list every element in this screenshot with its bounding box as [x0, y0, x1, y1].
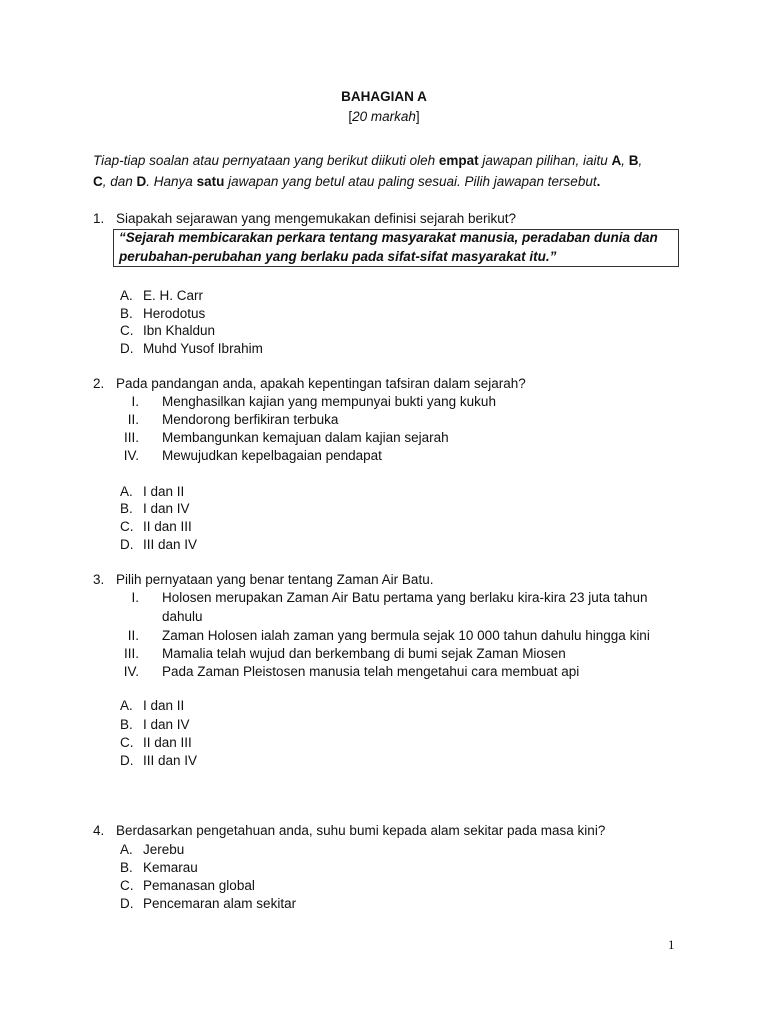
quote-line: “Sejarah membicarakan perkara tentang masyarakat manusia, peradaban dunia dan [119, 230, 658, 245]
statement-text-continued: dahulu [162, 609, 203, 624]
statement-text: Mendorong berfikiran terbuka [162, 412, 339, 427]
option-letter: D. [120, 896, 134, 911]
option-text: III dan IV [143, 753, 198, 768]
option-letter: D. [120, 537, 134, 552]
option-text: Pencemaran alam sekitar [143, 896, 297, 911]
instructions: Tiap-tiap soalan atau pernyataan yang berikut diikuti oleh empat jawapan pilihan, iaitu A, B, C, dan D. Hanya satu jawapan yang betul atau paling sesuai. Pilih jawapan tersebut. [93, 153, 643, 189]
option-text: Ibn Khaldun [143, 323, 216, 338]
question-number: 1. [93, 211, 105, 226]
question-text: Pilih pernyataan yang benar tentang Zaman Air Batu. [116, 572, 434, 587]
option-letter: C. [120, 735, 134, 750]
quote-line: perubahan-perubahan yang berlaku pada sifat-sifat masyarakat itu.” [119, 249, 557, 264]
option-text: II dan III [143, 519, 192, 534]
question-text: Siapakah sejarawan yang mengemukakan definisi sejarah berikut? [116, 211, 516, 226]
option-letter: A. [120, 698, 133, 713]
option-letter: A. [120, 288, 133, 303]
statement-numeral: II. [127, 628, 139, 643]
statement-text: Holosen merupakan Zaman Air Batu pertama yang berlaku kira-kira 23 juta tahun [162, 590, 648, 605]
statement-text: Mamalia telah wujud dan berkembang di bumi sejak Zaman Miosen [162, 646, 566, 661]
statement-numeral: I. [131, 590, 139, 605]
option-letter: D. [120, 341, 134, 356]
statement-text: Zaman Holosen ialah zaman yang bermula sejak 10 000 tahun dahulu hingga kini [162, 628, 650, 643]
statement-text: Menghasilkan kajian yang mempunyai bukti yang kukuh [162, 394, 496, 409]
section-marks: [20 markah] [348, 109, 420, 124]
question-text: Berdasarkan pengetahuan anda, suhu bumi kepada alam sekitar pada masa kini? [116, 823, 606, 838]
question-text: Pada pandangan anda, apakah kepentingan tafsiran dalam sejarah? [116, 376, 526, 391]
option-text: I dan IV [143, 717, 190, 732]
question-number: 2. [93, 376, 105, 391]
section-title: BAHAGIAN A [341, 89, 427, 104]
page-number: 1 [668, 937, 675, 952]
option-letter: C. [120, 323, 134, 338]
option-letter: B. [120, 860, 133, 875]
option-text: I dan II [143, 484, 185, 499]
option-text: Muhd Yusof Ibrahim [143, 341, 263, 356]
question-number: 3. [93, 572, 105, 587]
option-text: Kemarau [143, 860, 198, 875]
statement-numeral: IV. [123, 664, 139, 679]
question-number: 4. [93, 823, 105, 838]
option-letter: B. [120, 717, 133, 732]
option-text: Jerebu [143, 842, 185, 857]
option-text: Herodotus [143, 306, 206, 321]
option-text: III dan IV [143, 537, 198, 552]
option-text: II dan III [143, 735, 192, 750]
statement-numeral: IV. [123, 448, 139, 463]
option-letter: D. [120, 753, 134, 768]
statement-text: Membangunkan kemajuan dalam kajian sejarah [162, 430, 449, 445]
option-letter: B. [120, 501, 133, 516]
statement-text: Pada Zaman Pleistosen manusia telah mengetahui cara membuat api [162, 664, 580, 679]
option-text: E. H. Carr [143, 288, 204, 303]
option-letter: C. [120, 878, 134, 893]
statement-numeral: II. [127, 412, 139, 427]
statement-numeral: I. [131, 394, 139, 409]
option-letter: C. [120, 519, 134, 534]
statement-numeral: III. [123, 646, 139, 661]
statement-text: Mewujudkan kepelbagaian pendapat [162, 448, 382, 463]
option-text: I dan IV [143, 501, 190, 516]
option-text: Pemanasan global [143, 878, 255, 893]
option-letter: B. [120, 306, 133, 321]
statement-numeral: III. [123, 430, 139, 445]
option-letter: A. [120, 842, 133, 857]
option-text: I dan II [143, 698, 185, 713]
option-letter: A. [120, 484, 133, 499]
